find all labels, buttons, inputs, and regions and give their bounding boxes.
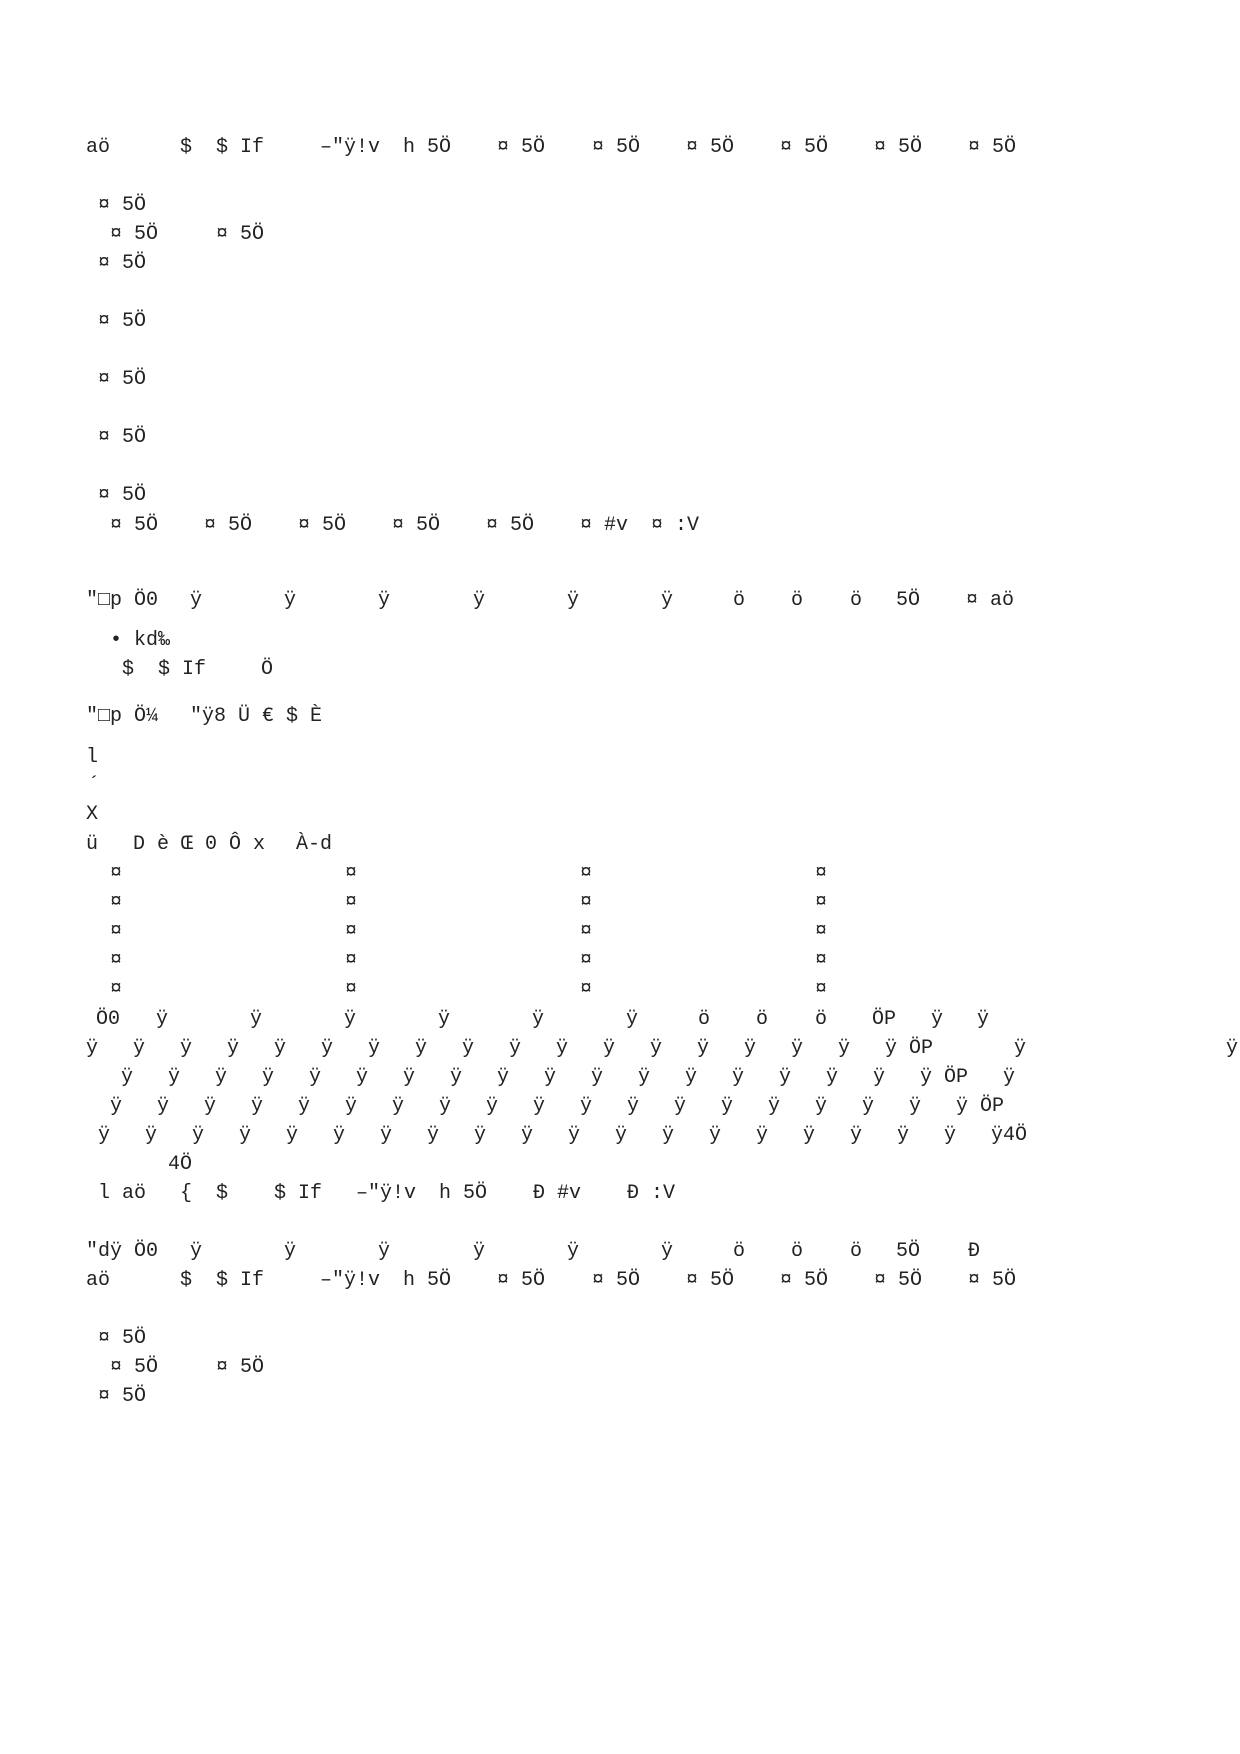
text-token: 5Ö	[896, 1240, 921, 1263]
text-token: Ð :V	[627, 1182, 676, 1205]
text-token: ö	[850, 1240, 863, 1263]
text-token: $	[180, 1269, 193, 1292]
text-token: ¤ 5Ö	[780, 1269, 829, 1292]
text-token: $	[122, 658, 135, 681]
text-token: ¤ 5Ö	[686, 136, 735, 159]
text-token: ÿ	[368, 1037, 381, 1060]
text-token: ÿ	[662, 1124, 675, 1147]
text-token: ÿ	[284, 1240, 297, 1263]
text-token: ÿ	[580, 1095, 593, 1118]
text-token: ¤ 5Ö	[98, 194, 147, 217]
text-token: h 5Ö	[403, 1269, 452, 1292]
text-token: ÿ	[1014, 1037, 1027, 1060]
text-token: ÿ	[650, 1037, 663, 1060]
text-token: ÿ	[862, 1095, 875, 1118]
text-token: ÿ	[909, 1095, 922, 1118]
text-token: "□p Ö0	[86, 589, 159, 612]
text-token: "ÿ8 Ü € $ È	[190, 705, 323, 728]
text-token: ¤	[815, 891, 828, 914]
text-token: ¤ 5Ö	[592, 136, 641, 159]
text-token: ÿ	[944, 1124, 957, 1147]
text-token: ÿ	[486, 1095, 499, 1118]
text-token: ÿ	[121, 1066, 134, 1089]
text-token: ¤ 5Ö	[98, 252, 147, 275]
text-token: ÿ	[427, 1124, 440, 1147]
text-token: • kd‰	[110, 629, 171, 652]
text-token: ¤	[345, 920, 358, 943]
text-token: ¤	[580, 891, 593, 914]
text-token: ÿ	[768, 1095, 781, 1118]
text-token: {	[180, 1182, 193, 1205]
text-token: ´	[88, 774, 101, 797]
text-token: ÿ	[931, 1008, 944, 1031]
text-token: ¤	[815, 978, 828, 1001]
text-token: ¤ 5Ö	[98, 484, 147, 507]
text-token: ÿ	[227, 1037, 240, 1060]
text-token: Ð	[968, 1240, 981, 1263]
text-token: ÿ	[567, 1240, 580, 1263]
text-token: ¤ 5Ö	[497, 136, 546, 159]
text-token: ÿ	[333, 1124, 346, 1147]
text-token: ÿ	[415, 1037, 428, 1060]
text-token: ÿ	[145, 1124, 158, 1147]
text-token: ¤	[110, 949, 123, 972]
text-token: ÿ	[473, 1240, 486, 1263]
text-token: ÿ	[897, 1124, 910, 1147]
text-token: ÿ	[779, 1066, 792, 1089]
text-token: ¤ 5Ö	[216, 223, 265, 246]
text-token: "□p Ö¼	[86, 705, 159, 728]
text-token: ÿ	[378, 1240, 391, 1263]
text-token: 5Ö	[896, 589, 921, 612]
text-token: ÿ ÖP	[920, 1066, 969, 1089]
text-token: ÿ	[697, 1037, 710, 1060]
text-token: h 5Ö	[403, 136, 452, 159]
text-token: ÿ	[239, 1124, 252, 1147]
text-token: ÿ	[756, 1124, 769, 1147]
text-token: ¤ :V	[651, 514, 700, 537]
text-token: ÿ	[1003, 1066, 1016, 1089]
text-token: ÿ	[473, 589, 486, 612]
text-token: ÿ	[615, 1124, 628, 1147]
text-token: ÿ	[838, 1037, 851, 1060]
text-token: ÿ	[168, 1066, 181, 1089]
text-token: ¤ 5Ö	[204, 514, 253, 537]
text-token: ÿ	[626, 1008, 639, 1031]
text-token: $ If	[216, 136, 265, 159]
text-token: $ If	[274, 1182, 323, 1205]
text-token: ÿ	[378, 589, 391, 612]
text-token: ¤ 5Ö	[874, 136, 923, 159]
text-token: ÿ	[603, 1037, 616, 1060]
text-token: ÿ	[674, 1095, 687, 1118]
text-token: À-d	[296, 833, 333, 856]
text-token: ÿ	[533, 1095, 546, 1118]
text-token: ÿ	[438, 1008, 451, 1031]
text-token: ÿ	[591, 1066, 604, 1089]
text-token: D è Œ 0 Ô x	[133, 833, 266, 856]
text-token: l	[86, 746, 99, 769]
text-token: 4Ö	[168, 1153, 193, 1176]
text-token: ÿ	[190, 1240, 203, 1263]
text-token: h 5Ö	[439, 1182, 488, 1205]
text-token: ÿ	[345, 1095, 358, 1118]
text-token: ö	[733, 1240, 746, 1263]
text-token: ÿ	[274, 1037, 287, 1060]
text-token: X	[86, 803, 99, 826]
text-token: ÿ	[215, 1066, 228, 1089]
text-token: $	[180, 136, 193, 159]
text-token: ÿ	[685, 1066, 698, 1089]
text-token: ÿ	[204, 1095, 217, 1118]
text-token: ÿ	[709, 1124, 722, 1147]
text-token: ÿ	[627, 1095, 640, 1118]
text-token: ü	[86, 833, 99, 856]
text-token: ¤	[815, 949, 828, 972]
text-token: ¤	[345, 949, 358, 972]
text-token: ¤ 5Ö	[298, 514, 347, 537]
text-token: ö	[733, 589, 746, 612]
text-token: ö	[815, 1008, 828, 1031]
text-token: ÿ	[251, 1095, 264, 1118]
text-token: ö	[756, 1008, 769, 1031]
text-token: ÿ	[544, 1066, 557, 1089]
text-token: ¤ 5Ö	[98, 368, 147, 391]
text-token: ÿ	[157, 1095, 170, 1118]
text-token: ÿ	[344, 1008, 357, 1031]
text-token: ÿ	[462, 1037, 475, 1060]
text-token: ¤	[345, 862, 358, 885]
text-token: ÿ4Ö	[991, 1124, 1028, 1147]
text-token: "dÿ Ö0	[86, 1240, 159, 1263]
text-token: ÿ	[661, 1240, 674, 1263]
text-token: Ö	[261, 658, 274, 681]
text-token: ÿ	[180, 1037, 193, 1060]
text-token: ¤	[110, 920, 123, 943]
text-token: ÿ	[110, 1095, 123, 1118]
text-token: ÿ	[815, 1095, 828, 1118]
text-token: ¤ aö	[966, 589, 1015, 612]
text-token: ÿ	[567, 589, 580, 612]
text-token: ¤ 5Ö	[216, 1356, 265, 1379]
text-token: $ If	[158, 658, 207, 681]
text-token: ÿ ÖP	[956, 1095, 1005, 1118]
text-token: –"ÿ!v	[320, 1269, 381, 1292]
text-token: ÿ	[791, 1037, 804, 1060]
text-token: ÿ	[298, 1095, 311, 1118]
text-token: ÿ	[321, 1037, 334, 1060]
text-token: ö	[698, 1008, 711, 1031]
text-token: ¤ 5Ö	[497, 1269, 546, 1292]
text-token: –"ÿ!v	[320, 136, 381, 159]
text-token: ÿ	[721, 1095, 734, 1118]
text-token: ¤ 5Ö	[98, 1327, 147, 1350]
text-token: ÿ	[262, 1066, 275, 1089]
text-token: ÿ	[284, 589, 297, 612]
text-token: ¤ #v	[580, 514, 629, 537]
text-token: ¤ 5Ö	[874, 1269, 923, 1292]
text-token: ¤ 5Ö	[98, 426, 147, 449]
text-token: ÿ	[192, 1124, 205, 1147]
text-token: ÿ	[86, 1037, 99, 1060]
text-token: ¤ 5Ö	[98, 1385, 147, 1408]
text-token: ÿ	[356, 1066, 369, 1089]
text-token: Ð #v	[533, 1182, 582, 1205]
text-token: ÿ	[250, 1008, 263, 1031]
text-token: ÿ	[556, 1037, 569, 1060]
text-token: ÿ	[732, 1066, 745, 1089]
text-token: ¤ 5Ö	[98, 310, 147, 333]
text-token: ÿ	[509, 1037, 522, 1060]
text-token: ¤	[580, 949, 593, 972]
text-token: ¤	[580, 920, 593, 943]
text-token: ¤	[110, 891, 123, 914]
text-token: ö	[850, 589, 863, 612]
text-token: ¤ 5Ö	[686, 1269, 735, 1292]
text-token: ÿ	[392, 1095, 405, 1118]
text-token: ÿ	[98, 1124, 111, 1147]
text-token: ÿ	[977, 1008, 990, 1031]
text-token: ÿ	[439, 1095, 452, 1118]
text-token: ÿ	[521, 1124, 534, 1147]
text-token: ÿ	[873, 1066, 886, 1089]
text-token: ÿ	[803, 1124, 816, 1147]
text-token: ÿ	[826, 1066, 839, 1089]
text-token: ¤ 5Ö	[968, 136, 1017, 159]
text-token: ÿ	[532, 1008, 545, 1031]
text-token: ¤	[815, 862, 828, 885]
text-token: –"ÿ!v	[356, 1182, 417, 1205]
text-token: ¤ 5Ö	[968, 1269, 1017, 1292]
text-token: ¤	[580, 978, 593, 1001]
text-token: ÿ	[568, 1124, 581, 1147]
text-token: ÿ	[403, 1066, 416, 1089]
text-token: ÿ	[661, 589, 674, 612]
text-token: l aö	[98, 1182, 147, 1205]
text-token: ÿ	[474, 1124, 487, 1147]
text-token: ¤	[580, 862, 593, 885]
text-token: ¤ 5Ö	[780, 136, 829, 159]
text-token: ¤	[815, 920, 828, 943]
text-token: ÿ	[1226, 1037, 1239, 1060]
text-token: ö	[791, 1240, 804, 1263]
text-token: ¤ 5Ö	[110, 1356, 159, 1379]
text-token: ÖP	[872, 1008, 897, 1031]
text-token: ÿ	[380, 1124, 393, 1147]
text-token: Ö0	[96, 1008, 121, 1031]
text-token: ¤	[345, 978, 358, 1001]
text-token: ÿ	[190, 589, 203, 612]
text-token: ÿ	[497, 1066, 510, 1089]
text-token: ÿ	[133, 1037, 146, 1060]
text-token: ¤ 5Ö	[486, 514, 535, 537]
text-token: ÿ	[638, 1066, 651, 1089]
text-token: ÿ	[309, 1066, 322, 1089]
text-token: ÿ	[286, 1124, 299, 1147]
text-token: ¤ 5Ö	[592, 1269, 641, 1292]
text-token: ÿ ÖP	[885, 1037, 934, 1060]
text-token: ÿ	[450, 1066, 463, 1089]
text-token: aö	[86, 1269, 111, 1292]
text-token: ¤ 5Ö	[110, 514, 159, 537]
text-token: ÿ	[744, 1037, 757, 1060]
text-token: ö	[791, 589, 804, 612]
text-token: aö	[86, 136, 111, 159]
text-token: ¤	[345, 891, 358, 914]
text-token: ¤ 5Ö	[110, 223, 159, 246]
text-token: ÿ	[850, 1124, 863, 1147]
text-token: $ If	[216, 1269, 265, 1292]
text-token: ¤ 5Ö	[392, 514, 441, 537]
text-token: ÿ	[156, 1008, 169, 1031]
text-token: ¤	[110, 978, 123, 1001]
text-token: $	[216, 1182, 229, 1205]
text-token: ¤	[110, 862, 123, 885]
